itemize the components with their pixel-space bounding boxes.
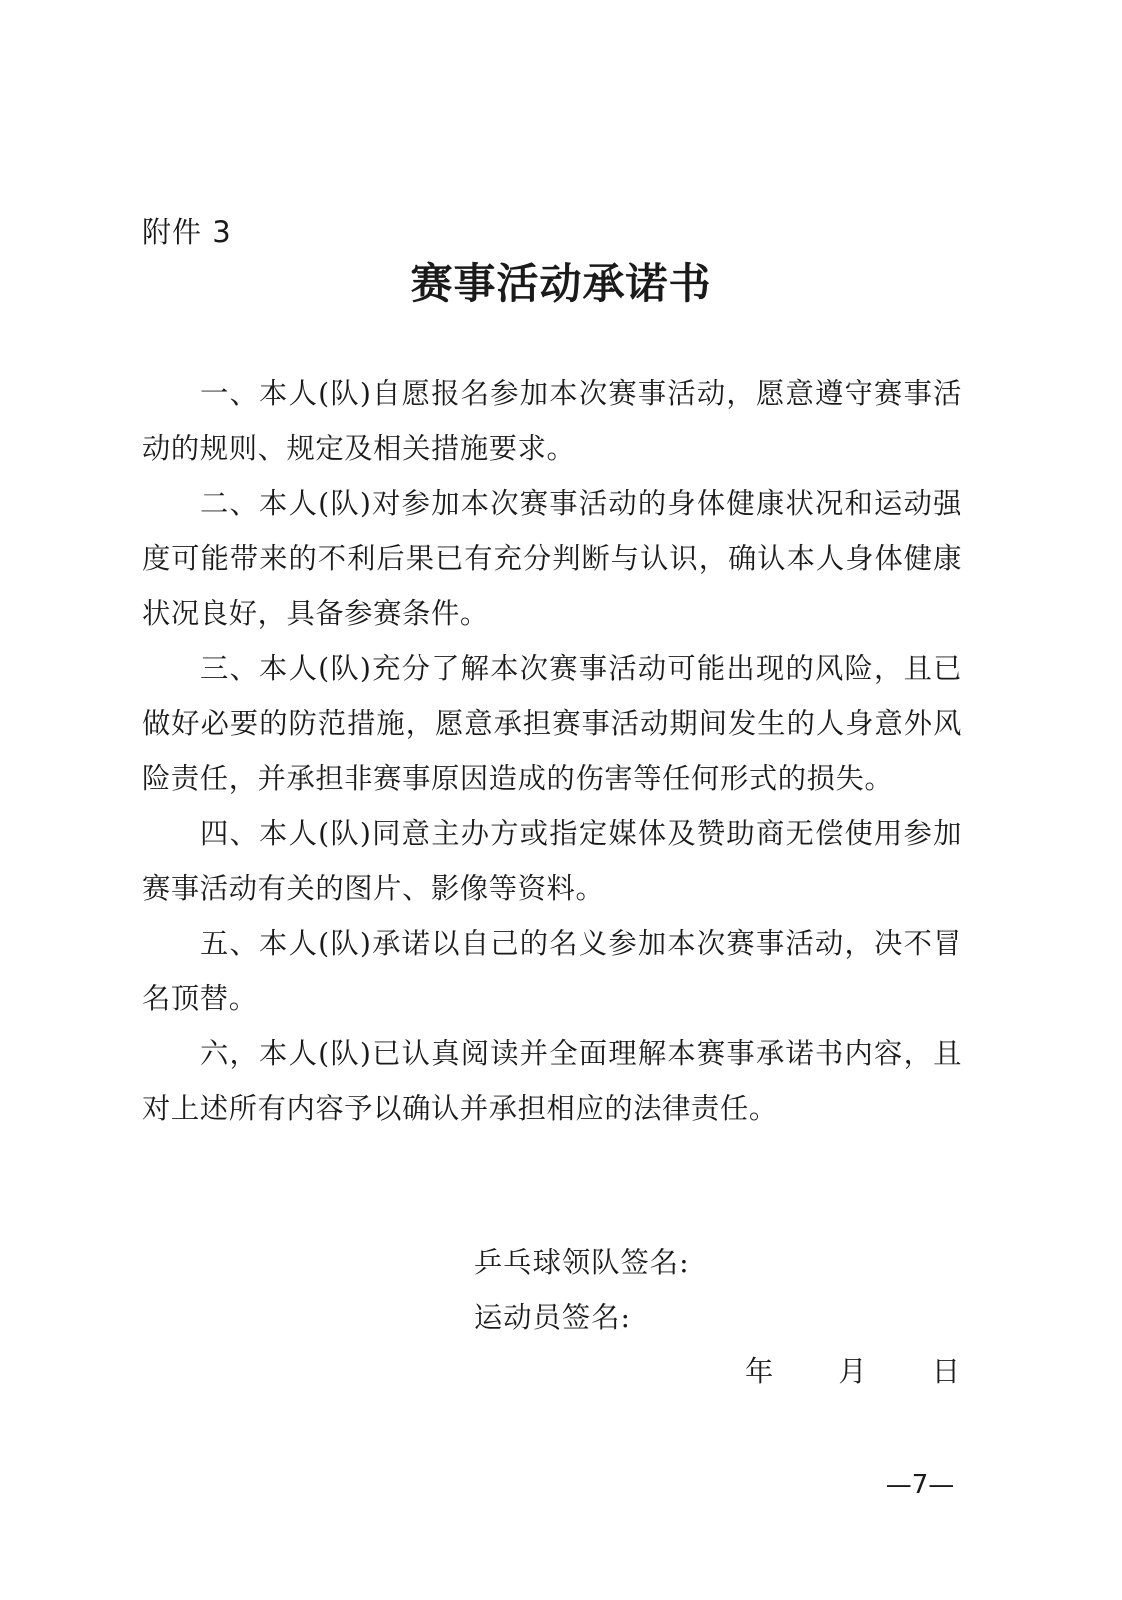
pledge-clause-2: 二、本人(队)对参加本次赛事活动的身体健康状况和运动强度可能带来的不利后果已有充分判断与认识，确认本人身体健康状况良好，具备参赛条件。 (142, 487, 962, 630)
athlete-signature-label: 运动员签名: (474, 1301, 632, 1334)
attachment-label: 附件 3 (142, 215, 232, 249)
page-number: —7— (885, 1470, 955, 1500)
pledge-clause-1: 一、本人(队)自愿报名参加本次赛事活动，愿意遵守赛事活动的规则、规定及相关措施要求。 (142, 377, 962, 465)
pledge-clause-3: 三、本人(队)充分了解本次赛事活动可能出现的风险，且已做好必要的防范措施，愿意承担赛事活动期间发生的人身意外风险责任，并承担非赛事原因造成的伤害等任何形式的损失。 (142, 652, 962, 795)
date-day-label: 日 (931, 1355, 960, 1388)
pledge-clause-4: 四、本人(队)同意主办方或指定媒体及赞助商无偿使用参加赛事活动有关的图片、影像等资料。 (142, 817, 962, 905)
date-line (745, 1344, 960, 1399)
pledge-body (142, 366, 962, 1136)
leader-signature-label: 乒乓球领队签名: (474, 1246, 690, 1279)
document-title: 赛事活动承诺书 (410, 259, 712, 308)
date-month-label: 月 (838, 1355, 867, 1388)
signature-block (474, 1235, 690, 1345)
pledge-clause-6: 六，本人(队)已认真阅读并全面理解本赛事承诺书内容，且对上述所有内容予以确认并承担相应的法律责任。 (142, 1037, 962, 1125)
pledge-clause-5: 五、本人(队)承诺以自己的名义参加本次赛事活动，决不冒名顶替。 (142, 927, 962, 1015)
date-year-label: 年 (745, 1355, 774, 1388)
